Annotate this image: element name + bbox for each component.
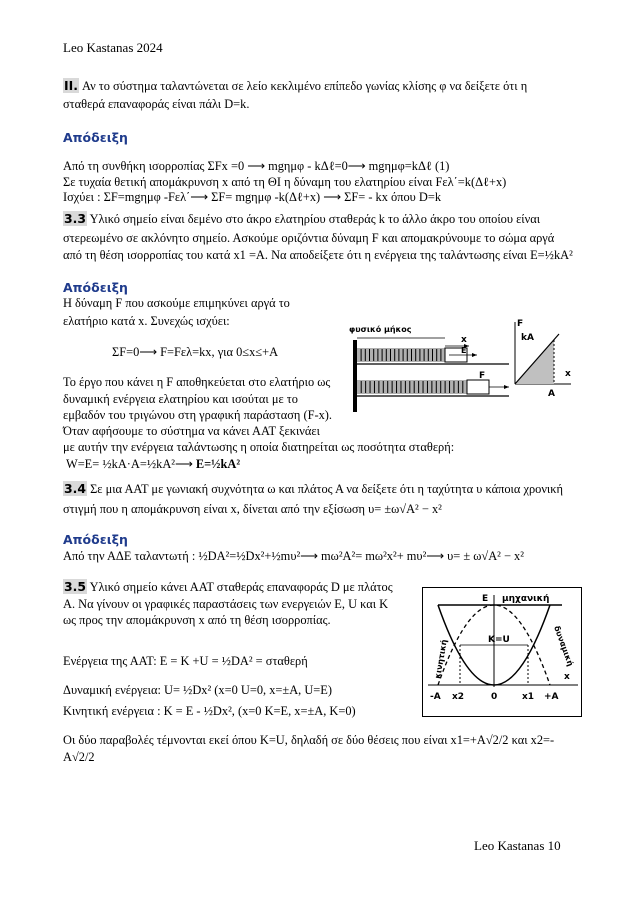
plus-A-label: +A [544,692,559,702]
section-34-line1 [63,483,563,495]
section-35-line1 [63,581,393,593]
energy-formula: Κινητική ενέργεια : K = E - ½Dx², (x=0 K=E, x=±A, K=0) [63,704,356,718]
section-ii-line1 [63,80,527,92]
proof-line: Από την ΑΔΕ ταλαντωτή : ½DA²=½Dx²+½mυ²⟶ mω²A²= mω²x²+ mυ²⟶ υ= ± ω√A² − x² [63,549,524,563]
minus-A-label: -A [430,692,441,702]
section-text: Αν το σύστημα ταλαντώνεται σε λείο κεκλιμένο επίπεδο γωνίας κλίσης φ να δείξετε ότι η [82,79,528,93]
graph-A-label: A [548,389,555,399]
mechanical-label: μηχανική [502,594,550,604]
x-axis-label: x [564,672,570,682]
potential-label: δυναμική [552,624,576,668]
page-header: Leo Kastanas 2024 [63,40,163,55]
graph-kA-label: kA [521,333,534,343]
F-label: F [479,371,486,381]
section-number: 3.5 [64,579,86,594]
spring-figure [349,318,574,420]
section-number: 3.4 [64,481,86,496]
proof-line: Όταν αφήσουμε το σύστημα να κάνει ΑΑΤ ξεκινάει [63,424,320,438]
proof-line: δυναμική ενέργεια ελατηρίου και ισούται με το [63,392,298,406]
proof-line: με αυτήν την ενέργεια ταλάντωσης η οποία διατηρείται ως ποσότητα σταθερή: [63,440,455,454]
proof-line: Η δύναμη F που ασκούμε επιμηκύνει αργά το [63,296,290,310]
section-text: στερεωμένο σε ακλόνητο σημείο. Ασκούμε οριζόντια δύναμη F και απομακρύνουμε το σώμα αργά [63,231,555,245]
zero-label: 0 [491,692,498,702]
graph-x-label: x [565,369,571,379]
energy-formula: Ενέργεια της ΑΑΤ: E = K +U = ½DA² = σταθερή [63,654,308,668]
section-text: από τη θέση ισορροπίας του κατά x1 =A. Να αποδείξετε ότι η ενέργεια της ταλάντωσης είναι E=½kA² [63,248,573,262]
proof-result [66,458,240,470]
section-33-line1 [63,213,540,225]
proof-line: Το έργο που κάνει η F αποθηκεύεται στο ελατήριο ως [63,375,331,389]
page-footer: Leo Kastanas 10 [474,838,561,853]
section-number: 3.3 [64,211,86,226]
force-graph [515,319,571,399]
spring-top [357,348,445,362]
E-label: E [461,346,467,355]
section-ii-line2: σταθερά επαναφοράς είναι πάλι D=k. [63,97,250,111]
x2-label: x2 [452,692,465,702]
proof-line: ελατήριο κατά x. Συνεχώς ισχύει: [63,314,230,328]
energy-formula: Δυναμική ενέργεια: U= ½Dx² (x=0 U=0, x=±A, U=E) [63,683,332,697]
section-text: ως προς την απομάκρυνση x από τη θέση ισορροπίας. [63,613,331,627]
natural-length-label: φυσικό μήκος [349,325,412,334]
x1-label: x1 [522,692,535,702]
section-text: Α. Να γίνουν οι γραφικές παραστάσεις των ενεργειών Ε, U και Κ [63,597,389,611]
graph-F-label: F [517,319,524,329]
proof-line: εμβαδόν του τριγώνου στη γραφική παράσταση (F-x). [63,408,333,422]
kinetic-label: κινητική [433,638,449,680]
energy-figure [422,587,582,717]
section-text: Υλικό σημείο κάνει ΑΑΤ σταθεράς επαναφοράς D με πλάτος [89,580,393,594]
section-number: II. [64,78,78,93]
E-label: E [482,594,489,604]
section-text: Σε μια ΑΑΤ με γωνιακή συχνότητα ω και πλάτος Α να δείξετε ότι η ταχύτητα υ κάποια χρονική [90,482,563,496]
KU-label: K=U [488,635,510,645]
section-text: Υλικό σημείο είναι δεμένο στο άκρο ελατηρίου σταθεράς k το άλλο άκρο του οποίου είναι [89,212,541,226]
proof-heading: Απόδειξη [63,280,128,295]
proof-line: Σε τυχαία θετική απομάκρυνση x από τη ΘΙ η δύναμη του ελατηρίου είναι Fελ΄=k(Δℓ+x) [63,175,507,189]
conclusion-line: A√2/2 [63,750,95,764]
proof-line: Από τη συνθήκη ισορροπίας ΣFx =0 ⟶ mgημφ - kΔℓ=0⟶ mgημφ=kΔℓ (1) [63,159,450,173]
proof-heading: Απόδειξη [63,532,128,547]
result-formula: E=½kA² [195,457,241,471]
spring-bottom [357,380,467,394]
section-text: στιγμή που η απομάκρυνση είναι x, δίνεται από την εξίσωση υ= ±ω√A² − x² [63,502,442,516]
proof-formula: ΣF=0⟶ F=Fελ=kx, για 0≤x≤+A [112,345,279,359]
proof-heading: Απόδειξη [63,130,128,145]
proof-line: Ισχύει : ΣF=mgημφ -Fελ΄⟶ ΣF= mgημφ -k(Δℓ+x) ⟶ ΣF= - kx όπου D=k [63,190,442,204]
x-label: x [461,335,467,345]
conclusion-line: Οι δύο παραβολές τέμνονται εκεί όπου K=U, δηλαδή σε δύο θέσεις που είναι x1=+A√2/2 και x2=- [63,733,555,747]
result-text: W=E= ½kA·A=½kA²⟶ [66,457,196,471]
